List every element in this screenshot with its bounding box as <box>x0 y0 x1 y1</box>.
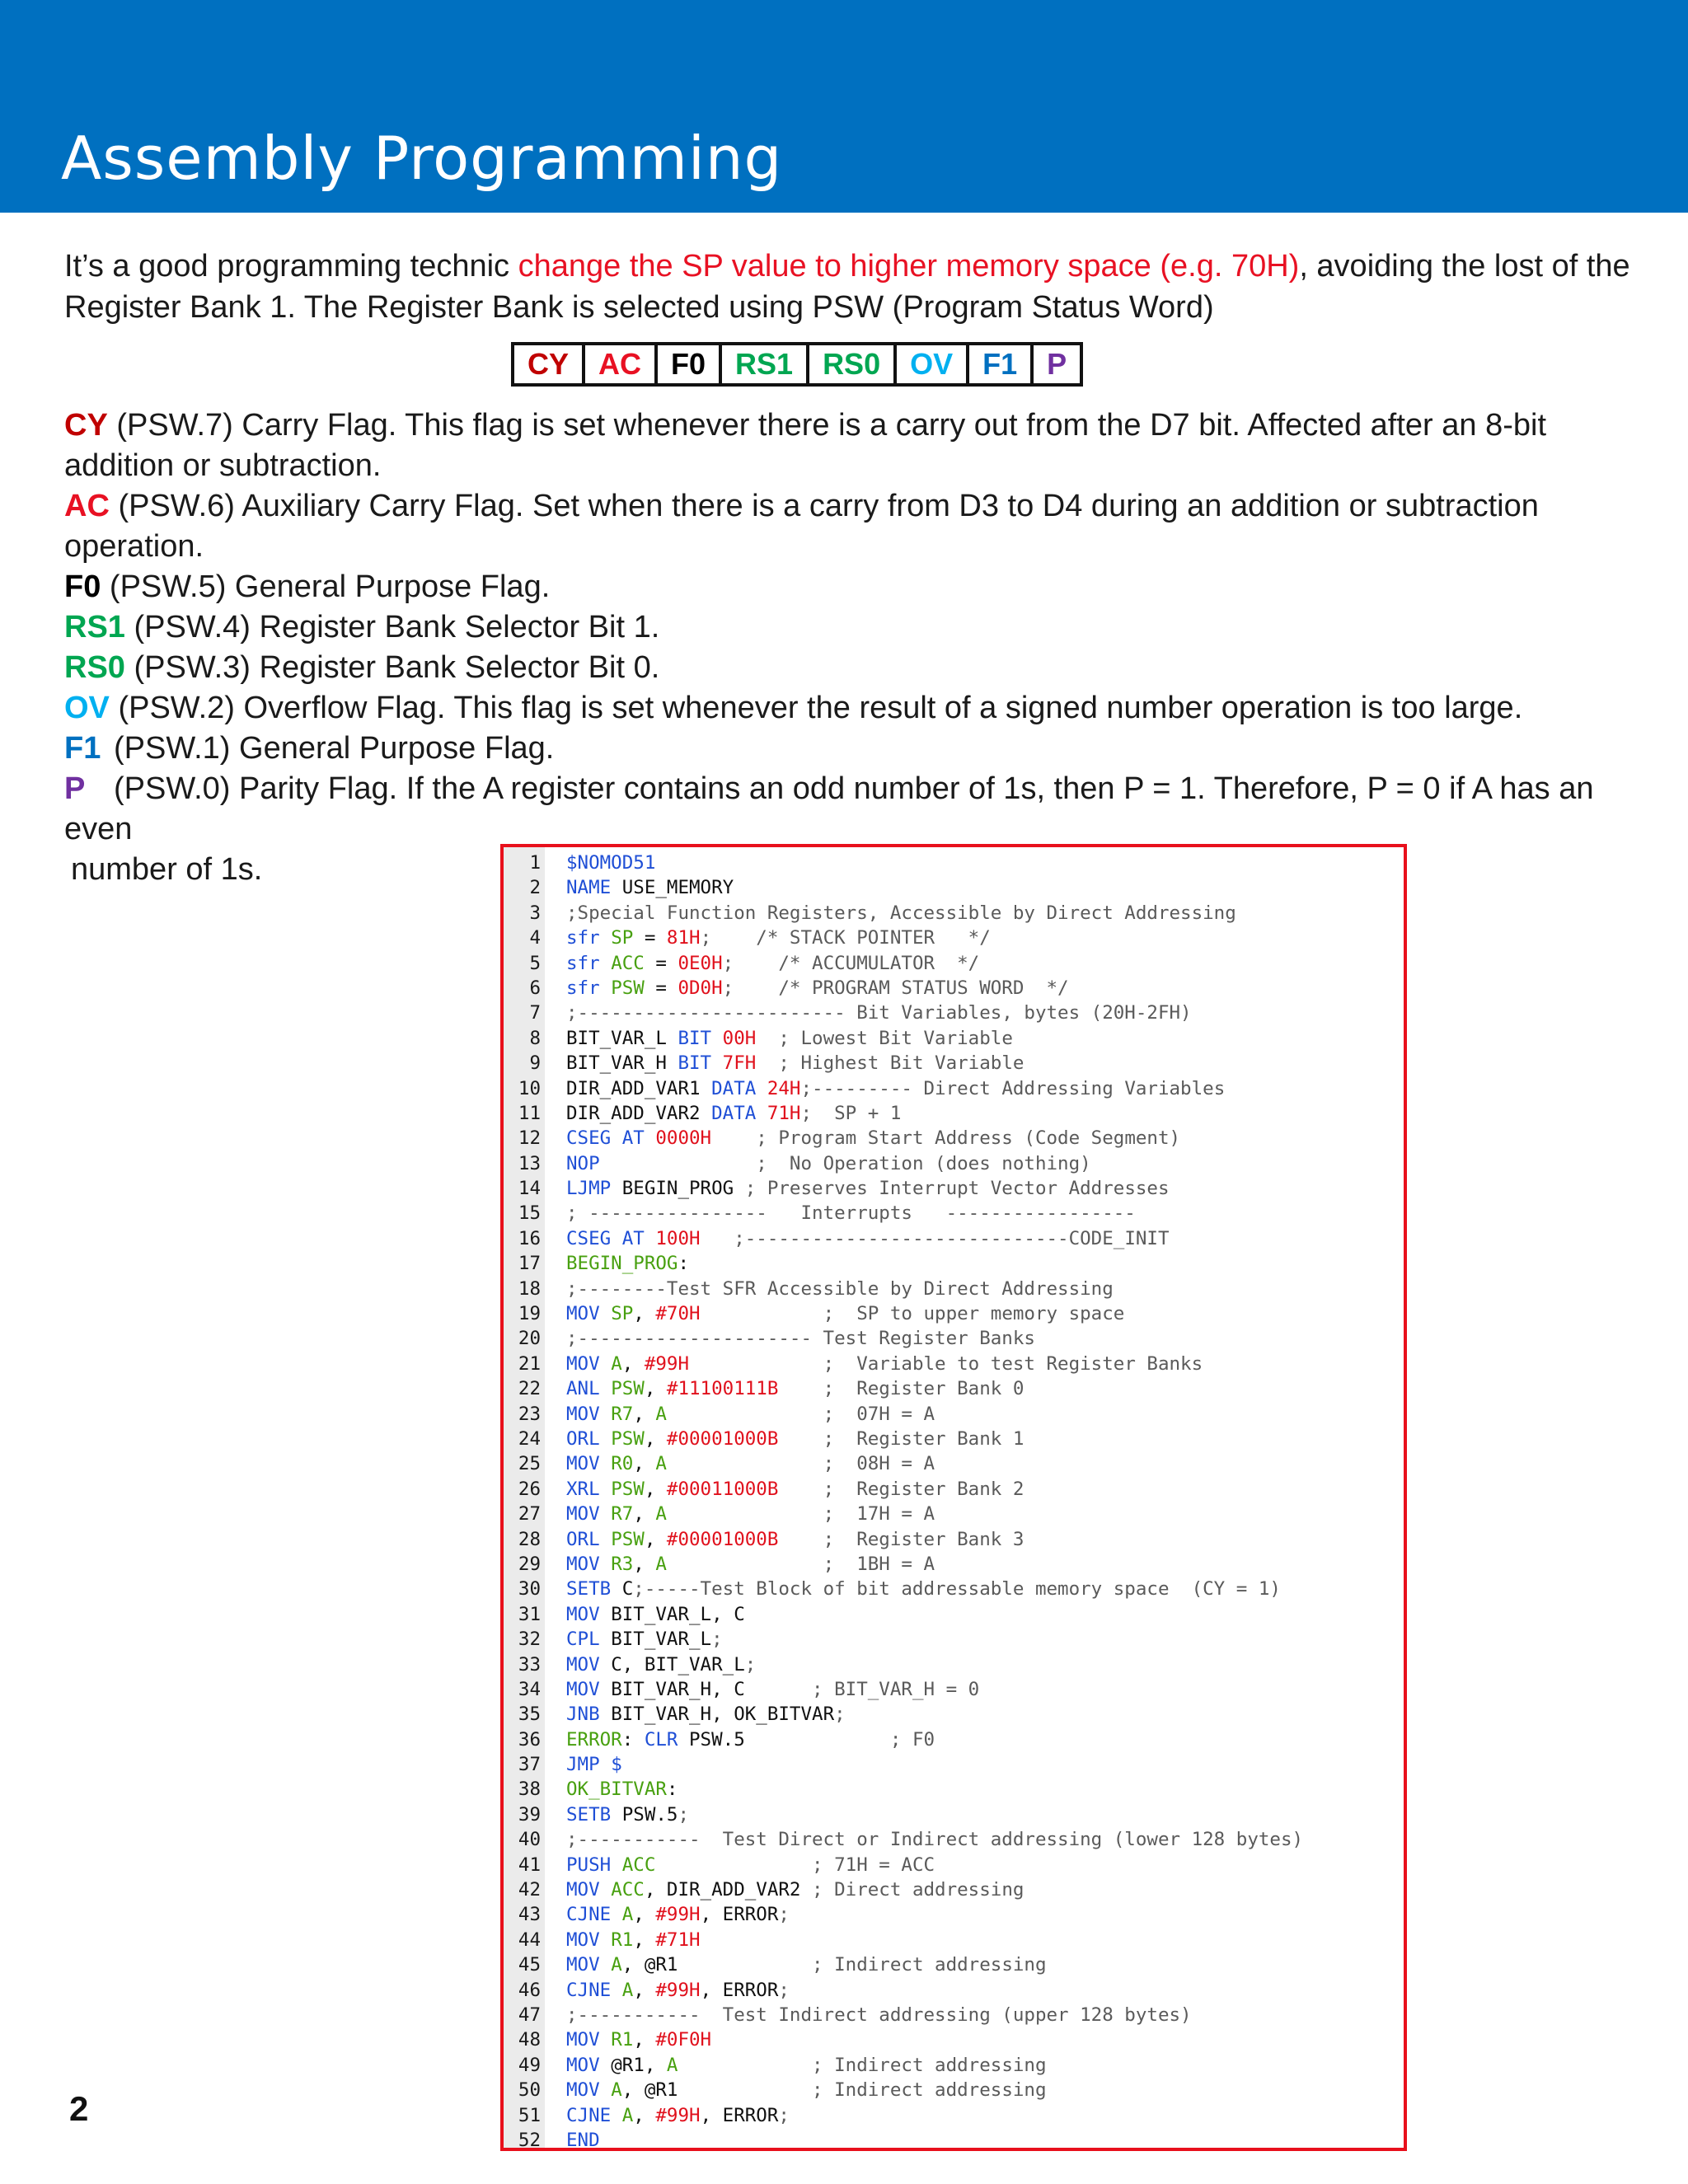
psw-bit-ac: AC <box>584 344 656 385</box>
code-line <box>504 926 1404 950</box>
line-code: $NOMOD51 <box>566 852 656 874</box>
line-number: 14 <box>518 1178 541 1200</box>
line-number: 44 <box>518 1929 541 1951</box>
page-title: Assembly Programming <box>61 124 783 193</box>
code-line <box>504 2027 1404 2052</box>
line-code: LJMP BEGIN_PROG ; Preserves Interrupt Vector Addresses <box>566 1178 1170 1200</box>
flag-f0-description <box>64 567 1647 607</box>
line-code: ;--------Test SFR Accessible by Direct Addressing <box>566 1277 1114 1300</box>
code-line <box>504 1326 1404 1351</box>
line-code: SETB C;-----Test Block of bit addressable memory space (CY = 1) <box>566 1578 1281 1601</box>
line-code: BEGIN_PROG: <box>566 1253 690 1275</box>
line-code: sfr ACC = 0E0H; /* ACCUMULATOR */ <box>566 952 980 974</box>
line-code: DIR_ADD_VAR2 DATA 71H; SP + 1 <box>566 1102 902 1124</box>
line-number: 34 <box>518 1678 541 1700</box>
code-line <box>504 1477 1404 1502</box>
code-line <box>504 1451 1404 1476</box>
flag-ov-description <box>64 688 1647 729</box>
code-line <box>504 1001 1404 1025</box>
code-line <box>504 1051 1404 1076</box>
line-code: MOV A, @R1 ; Indirect addressing <box>566 1954 1047 1976</box>
code-line <box>504 1402 1404 1427</box>
line-number: 51 <box>518 2104 541 2126</box>
flag-key: CY <box>64 408 108 443</box>
flag-text-continuation: number of 1s. <box>71 852 263 887</box>
flag-key: F1 <box>64 731 101 766</box>
line-code: ;--------------------- Test Register Banks <box>566 1328 1035 1350</box>
code-line <box>504 1802 1404 1827</box>
code-line <box>504 1928 1404 1952</box>
code-line <box>504 1251 1404 1276</box>
line-code: MOV R3, A ; 1BH = A <box>566 1553 935 1575</box>
line-code: MOV R7, A ; 17H = A <box>566 1503 935 1526</box>
code-line <box>504 976 1404 1001</box>
line-number: 46 <box>518 1979 541 2001</box>
code-line <box>504 901 1404 926</box>
line-code: ERROR: CLR PSW.5 ; F0 <box>566 1728 935 1750</box>
psw-bit-rs0: RS0 <box>808 344 895 385</box>
line-code: MOV BIT_VAR_L, C <box>566 1603 745 1625</box>
code-line <box>504 1577 1404 1601</box>
line-code: BIT_VAR_L BIT 00H ; Lowest Bit Variable <box>566 1027 1013 1049</box>
flag-key: RS0 <box>64 650 125 685</box>
line-number: 28 <box>518 1528 541 1550</box>
psw-bit-f1: F1 <box>968 344 1032 385</box>
line-code: MOV R1, #0F0H <box>566 2029 712 2051</box>
flag-key: P <box>64 771 86 806</box>
code-line <box>504 1627 1404 1652</box>
flag-text: (PSW.7) Carry Flag. This flag is set whenever there is a carry out from the D7 bit. Affected after an 8-bit addition or subtraction. <box>64 408 1547 483</box>
line-code: CSEG AT 0000H ; Program Start Address (Code Segment) <box>566 1127 1181 1150</box>
code-line <box>504 1752 1404 1777</box>
code-line <box>504 1877 1404 1902</box>
line-code: MOV C, BIT_VAR_L; <box>566 1653 757 1675</box>
line-number: 45 <box>518 1954 541 1976</box>
code-line <box>504 1527 1404 1552</box>
line-code: SETB PSW.5; <box>566 1803 690 1825</box>
code-line <box>504 1552 1404 1577</box>
line-code: END <box>566 2129 600 2151</box>
psw-bit-rs1: RS1 <box>720 344 808 385</box>
code-line <box>504 2003 1404 2027</box>
code-line <box>504 1151 1404 1176</box>
code-line <box>504 851 1404 875</box>
code-line <box>504 1176 1404 1201</box>
line-code: JMP $ <box>566 1754 622 1776</box>
flag-f1-description <box>64 729 1647 769</box>
line-code: MOV R7, A ; 07H = A <box>566 1403 935 1425</box>
code-line <box>504 2078 1404 2102</box>
line-number: 50 <box>518 2079 541 2102</box>
line-number: 49 <box>518 2054 541 2076</box>
code-line <box>504 875 1404 900</box>
line-number: 41 <box>518 1854 541 1876</box>
line-number: 25 <box>518 1453 541 1475</box>
code-line <box>504 1827 1404 1852</box>
flag-cy-description <box>64 405 1647 486</box>
line-number: 11 <box>518 1102 541 1124</box>
line-code: OK_BITVAR: <box>566 1779 678 1801</box>
flag-text: (PSW.2) Overflow Flag. This flag is set whenever the result of a signed number operation is too large. <box>109 691 1523 725</box>
code-line <box>504 1677 1404 1702</box>
intro-highlight: change the SP value to higher memory space (e.g. 70H) <box>518 249 1300 284</box>
line-number: 40 <box>518 1829 541 1851</box>
line-number: 3 <box>529 902 541 924</box>
line-number: 13 <box>518 1152 541 1174</box>
line-number: 16 <box>518 1227 541 1249</box>
code-line <box>504 1777 1404 1802</box>
flag-description-list <box>64 405 1647 890</box>
line-number: 24 <box>518 1427 541 1450</box>
line-number: 36 <box>518 1728 541 1750</box>
code-line <box>504 951 1404 976</box>
flag-text: (PSW.6) Auxiliary Carry Flag. Set when there is a carry from D3 to D4 during an addition or subtraction operation. <box>64 489 1539 564</box>
code-line <box>504 1502 1404 1526</box>
line-number: 37 <box>518 1754 541 1776</box>
code-line <box>504 1101 1404 1126</box>
code-line <box>504 1602 1404 1627</box>
flag-text: (PSW.1) General Purpose Flag. <box>114 731 555 766</box>
line-code: MOV A, @R1 ; Indirect addressing <box>566 2079 1047 2102</box>
line-code: MOV R1, #71H <box>566 1929 701 1951</box>
flag-text: (PSW.3) Register Bank Selector Bit 0. <box>124 650 660 685</box>
line-code: CJNE A, #99H, ERROR; <box>566 1979 790 2001</box>
flag-key: OV <box>64 691 110 725</box>
code-line <box>504 1727 1404 1752</box>
line-number: 32 <box>518 1629 541 1651</box>
code-line <box>504 1352 1404 1376</box>
line-number: 47 <box>518 2004 541 2026</box>
line-number: 19 <box>518 1303 541 1325</box>
line-number: 30 <box>518 1578 541 1601</box>
flag-rs0-description <box>64 648 1647 688</box>
line-code: sfr SP = 81H; /* STACK POINTER */ <box>566 927 991 949</box>
header-banner <box>0 0 1688 213</box>
flag-text: (PSW.0) Parity Flag. If the A register contains an odd number of 1s, then P = 1. Therefore, P = 0 if A has an even <box>64 771 1594 846</box>
code-line <box>504 1201 1404 1226</box>
line-code: sfr PSW = 0D0H; /* PROGRAM STATUS WORD */ <box>566 977 1069 999</box>
code-line <box>504 1126 1404 1151</box>
psw-bit-table <box>511 342 1083 387</box>
code-line <box>504 1376 1404 1401</box>
line-code: MOV @R1, A ; Indirect addressing <box>566 2054 1047 2076</box>
line-number: 10 <box>518 1077 541 1099</box>
intro-text-end: , avoiding the lost of the Register Bank 1. The Register Bank is selected using PSW (Program Status Word) <box>64 249 1630 325</box>
psw-bit-ov: OV <box>895 344 968 385</box>
line-code: CJNE A, #99H, ERROR; <box>566 2104 790 2126</box>
line-number: 38 <box>518 1779 541 1801</box>
line-code: MOV A, #99H ; Variable to test Register Banks <box>566 1352 1203 1375</box>
line-code: MOV ACC, DIR_ADD_VAR2 ; Direct addressing <box>566 1879 1025 1901</box>
intro-text-start: It’s a good programming technic <box>64 249 518 284</box>
psw-bit-cy: CY <box>513 344 584 385</box>
intro-paragraph <box>64 246 1630 328</box>
code-line <box>504 1226 1404 1251</box>
line-number: 33 <box>518 1653 541 1675</box>
line-code: BIT_VAR_H BIT 7FH ; Highest Bit Variable <box>566 1052 1025 1075</box>
code-line <box>504 1277 1404 1301</box>
line-number: 26 <box>518 1478 541 1500</box>
psw-bit-p: P <box>1032 344 1081 385</box>
flag-ac-description <box>64 486 1647 567</box>
code-line <box>504 1652 1404 1677</box>
line-number: 23 <box>518 1403 541 1425</box>
line-code: DIR_ADD_VAR1 DATA 24H;--------- Direct Addressing Variables <box>566 1077 1226 1099</box>
line-number: 8 <box>529 1027 541 1049</box>
line-code: ;------------------------ Bit Variables, bytes (20H-2FH) <box>566 1002 1192 1024</box>
line-number: 12 <box>518 1127 541 1150</box>
line-code: ANL PSW, #11100111B ; Register Bank 0 <box>566 1378 1025 1400</box>
line-code: MOV SP, #70H ; SP to upper memory space <box>566 1303 1125 1325</box>
line-number: 39 <box>518 1803 541 1825</box>
flag-text: (PSW.5) General Purpose Flag. <box>101 569 551 604</box>
line-code: ; ---------------- Interrupts ----------------- <box>566 1202 1136 1225</box>
code-listing <box>500 844 1407 2151</box>
code-line <box>504 1853 1404 1877</box>
line-number: 29 <box>518 1553 541 1575</box>
code-line <box>504 1702 1404 1727</box>
page-number: 2 <box>69 2089 89 2128</box>
line-number: 22 <box>518 1378 541 1400</box>
code-line <box>504 1978 1404 2003</box>
line-number: 18 <box>518 1277 541 1300</box>
line-number: 2 <box>529 877 541 899</box>
code-lines <box>504 851 1404 2151</box>
line-code: ORL PSW, #00001000B ; Register Bank 1 <box>566 1427 1025 1450</box>
line-code: ;Special Function Registers, Accessible by Direct Addressing <box>566 902 1236 924</box>
line-number: 4 <box>529 927 541 949</box>
line-number: 52 <box>518 2129 541 2151</box>
code-line <box>504 1427 1404 1451</box>
code-line <box>504 1952 1404 1977</box>
psw-bit-row <box>513 344 1081 385</box>
flag-text: (PSW.4) Register Bank Selector Bit 1. <box>124 610 660 644</box>
flag-rs1-description <box>64 607 1647 648</box>
line-number: 31 <box>518 1603 541 1625</box>
line-number: 15 <box>518 1202 541 1225</box>
line-code: ;----------- Test Direct or Indirect addressing (lower 128 bytes) <box>566 1829 1304 1851</box>
code-line <box>504 1902 1404 1927</box>
line-number: 27 <box>518 1503 541 1526</box>
code-line <box>504 1301 1404 1326</box>
code-line <box>504 1026 1404 1051</box>
line-code: ORL PSW, #00001000B ; Register Bank 3 <box>566 1528 1025 1550</box>
line-number: 6 <box>529 977 541 999</box>
line-number: 7 <box>529 1002 541 1024</box>
line-code: MOV BIT_VAR_H, C ; BIT_VAR_H = 0 <box>566 1678 980 1700</box>
line-number: 48 <box>518 2029 541 2051</box>
code-line <box>504 2053 1404 2078</box>
code-line <box>504 2103 1404 2128</box>
line-code: PUSH ACC ; 71H = ACC <box>566 1854 935 1876</box>
line-number: 17 <box>518 1253 541 1275</box>
line-code: NAME USE_MEMORY <box>566 877 734 899</box>
line-number: 5 <box>529 952 541 974</box>
code-line <box>504 2128 1404 2151</box>
line-number: 42 <box>518 1879 541 1901</box>
line-code: CJNE A, #99H, ERROR; <box>566 1904 790 1926</box>
flag-key: AC <box>64 489 110 523</box>
line-number: 43 <box>518 1904 541 1926</box>
line-number: 9 <box>529 1052 541 1075</box>
flag-key: F0 <box>64 569 101 604</box>
line-code: CSEG AT 100H ;-----------------------------CODE_INIT <box>566 1227 1170 1249</box>
line-code: ;----------- Test Indirect addressing (upper 128 bytes) <box>566 2004 1192 2026</box>
line-number: 21 <box>518 1352 541 1375</box>
line-code: JNB BIT_VAR_H, OK_BITVAR; <box>566 1704 846 1726</box>
line-code: XRL PSW, #00011000B ; Register Bank 2 <box>566 1478 1025 1500</box>
code-line <box>504 1076 1404 1101</box>
line-code: NOP ; No Operation (does nothing) <box>566 1152 1091 1174</box>
line-number: 20 <box>518 1328 541 1350</box>
line-number: 35 <box>518 1704 541 1726</box>
line-code: MOV R0, A ; 08H = A <box>566 1453 935 1475</box>
line-number: 1 <box>529 852 541 874</box>
psw-bit-f0: F0 <box>656 344 720 385</box>
flag-key: RS1 <box>64 610 125 644</box>
line-code: CPL BIT_VAR_L; <box>566 1629 723 1651</box>
